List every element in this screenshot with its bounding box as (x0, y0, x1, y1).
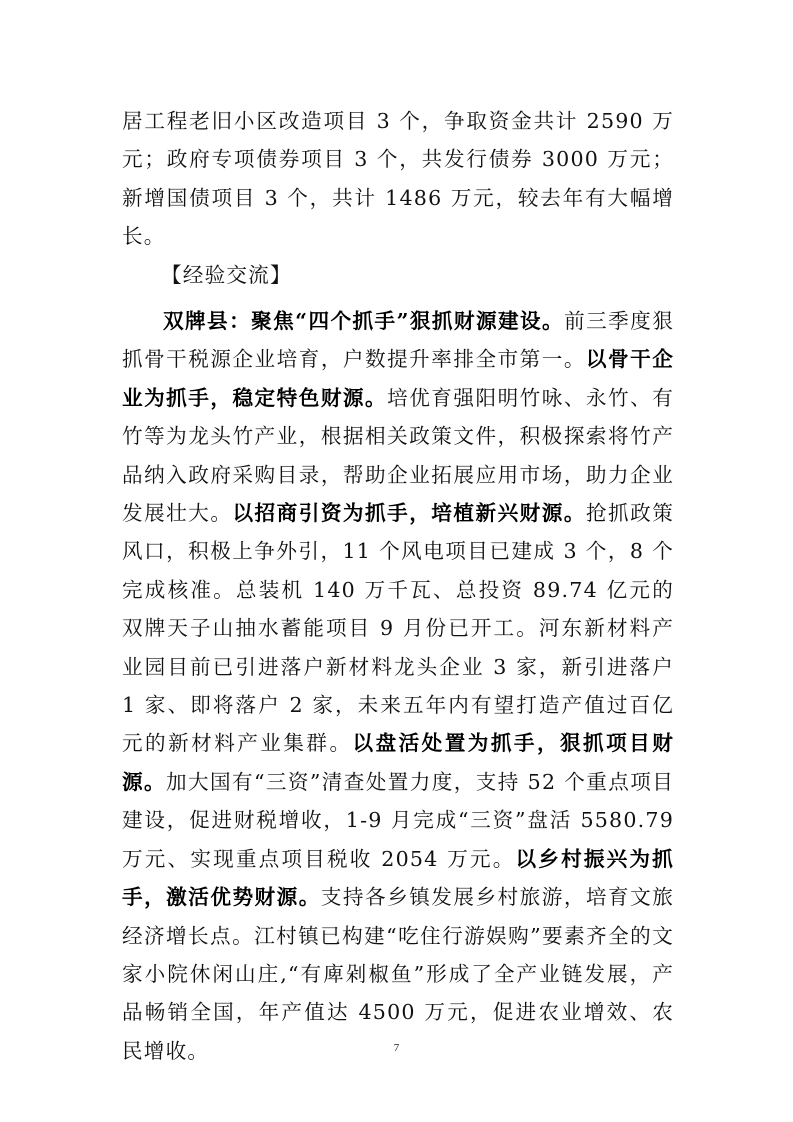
page-number: 7 (393, 1042, 400, 1054)
item-1-text: 培优育强阳明竹咏、永竹、有竹等为龙头竹产业，根据相关政策文件，积极探索将竹产品纳入政府采购目录，帮助企业拓展应用市场，助力企业发展壮大。 (122, 385, 674, 526)
section-heading-experience-exchange: 【经验交流】 (161, 263, 292, 287)
item-1-lead: 以骨干企业为抓手，稳定特色财源。 (122, 347, 674, 410)
paragraph-intro: 前三季度狠抓骨干税源企业培育，户数提升率排全市第一。 (122, 309, 674, 372)
item-4-lead: 以乡村振兴为抓手，激活优势财源。 (122, 846, 674, 910)
paragraph-title: 双牌县：聚焦“四个抓手”狠抓财源建设。 (163, 309, 565, 333)
item-3-lead: 以盘活处置为抓手，狠抓项目财源。 (122, 731, 674, 794)
item-4-text: 支持各乡镇发展乡村旅游，培育文旅经济增长点。江村镇已构建“吃住行游娱购”要素齐全的文家小院休闲山庄,“有庳剁椒鱼”形成了全产业链发展，产品畅销全国，年产值达 4500 万元，促进农业增效、农民增收。 (122, 885, 674, 1063)
item-2-text: 抢抓政策风口，积极上争外引，11 个风电项目已建成 3 个，8 个完成核准。总装机 140 万千瓦、总投资 89.74 亿元的双牌天子山抽水蓄能项目 9 月份已开工。河东新材料产业园目前已引进落户新材料龙头企业 3 家，新引进落户 1 家、即将落户 2 家，未来五年内有望打造产值过百亿元的新材料产业集群。 (122, 501, 675, 756)
item-3-text: 加大国有“三资”清查处置力度，支持 52 个重点项目建设，促进财税增收，1-9 月完成“三资”盘活 5580.79 万元、实现重点项目税收 2054 万元。 (122, 769, 674, 871)
continued-paragraph: 居工程老旧小区改造项目 3 个，争取资金共计 2590 万元；政府专项债券项目 3 个，共发行债券 3000 万元；新增国债项目 3 个，共计 1486 万元，较去年有大幅增长。 (122, 109, 674, 249)
experience-paragraph (122, 302, 674, 1070)
item-2-lead: 以招商引资为抓手，培植新兴财源。 (232, 501, 586, 526)
